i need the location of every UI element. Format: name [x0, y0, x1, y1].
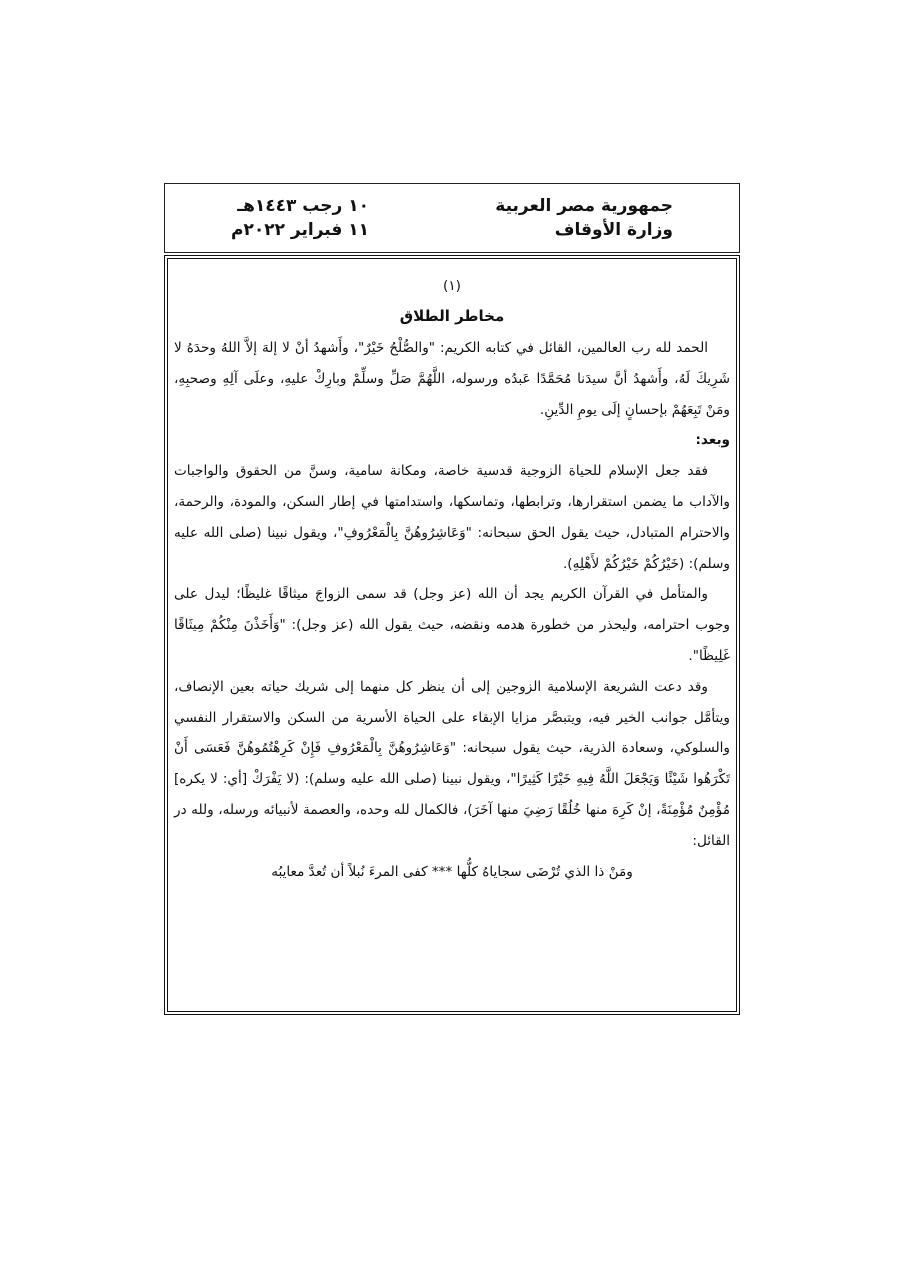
gregorian-date: ١١ فبراير ٢٠٢٢م	[231, 220, 370, 240]
ministry-name: وزارة الأوقاف	[554, 220, 673, 240]
paragraph-2: والمتأمل في القرآن الكريم يجد أن الله (عز وجل) قد سمى الزواجَ ميثاقًا غليظًا؛ ليدل على وجوب احترامه، وليحذر من خطورة هدمه ونقضه، حيث يقول الله (عز وجل): "وَأَخَذْنَ مِنْكُمْ مِيثَاقًا غَلِيظًا".	[174, 586, 730, 664]
intro-paragraph: الحمد لله رب العالمين، القائل في كتابه الكريم: "والصُّلْحُ خَيْرٌ"، وأَشهدُ أنْ لا إلهَ إلاَّ اللهُ وحدَهُ لا شَرِيكَ لَهُ، وأَشهدُ أنَّ سيدَنا مُحَمَّدًا عَبدُه ورسوله، اللَّهُمَّ صَلِّ وسلِّمْ وبارِكْ عليهِ، وعلَى آلِهِ وصحبِهِ، ومَنْ تَبِعَهُمْ بإحسانٍ إلَى يومِ الدِّينِ.	[174, 340, 730, 418]
sermon-body	[164, 255, 740, 1015]
date-block	[231, 194, 369, 242]
issuer-block	[495, 194, 673, 242]
document-header	[164, 183, 740, 253]
sermon-title: مخاطر الطلاق	[399, 307, 505, 325]
poetry-verse: ومَنْ ذا الذي تُرْضَى سجاياهُ كلُّها *** كفى المرءَ نُبلاً أن تُعدَّ معايبُه	[271, 863, 633, 880]
paragraph-1: فقد جعل الإسلام للحياة الزوجية قدسية خاصة، ومكانة سامية، وسنَّ من الحقوق والواجبات والآداب ما يضمن استقرارها، وترابطها، وتماسكها، واستدامتها في إطار السكن، والمودة، والرحمة، والاحترام المتبادل، حيث يقول الحق سبحانه: "وَعَاشِرُوهُنَّ بِالْمَعْرُوفِ"، ويقول نبينا (صلى الله عليه وسلم): (خَيْرُكُمْ خَيْرُكُمْ لأَهْلِهِ).	[174, 463, 730, 572]
country-name: جمهورية مصر العربية	[495, 196, 673, 216]
paragraph-3: وقد دعت الشريعة الإسلامية الزوجين إلى أن ينظر كل منهما إلى شريك حياته بعين الإنصاف، ويتأمَّل جوانب الخير فيه، ويتبصَّر مزايا الإبقاء على الحياة الأسرية من السكن والاستقرار النفسي والسلوكي، وسعادة الذرية، حيث يقول سبحانه: "وَعَاشِرُوهُنَّ بِالْمَعْرُوفِ فَإِنْ كَرِهْتُمُوهُنَّ فَعَسَى أَنْ تَكْرَهُوا شَيْئًا وَيَجْعَلَ اللَّهُ فِيهِ خَيْرًا كَثِيرًا"، ويقول نبينا (صلى الله عليه وسلم): (لا يَفْرَكْ [أي: لا يكره] مُؤْمِنٌ مُؤْمِنَةً، إنْ كَرِهَ منها خُلُقًا رَضِيَ منها آخَرَ)، فالكمال لله وحده، والعصمة لأنبيائه ورسله، ولله در القائل:	[174, 678, 730, 849]
page-number: (١)	[443, 278, 461, 294]
sermon-content	[174, 273, 730, 887]
wa-baad-heading: وبعد:	[695, 432, 730, 449]
hijri-date: ١٠ رجب ١٤٤٣هـ	[237, 196, 370, 216]
